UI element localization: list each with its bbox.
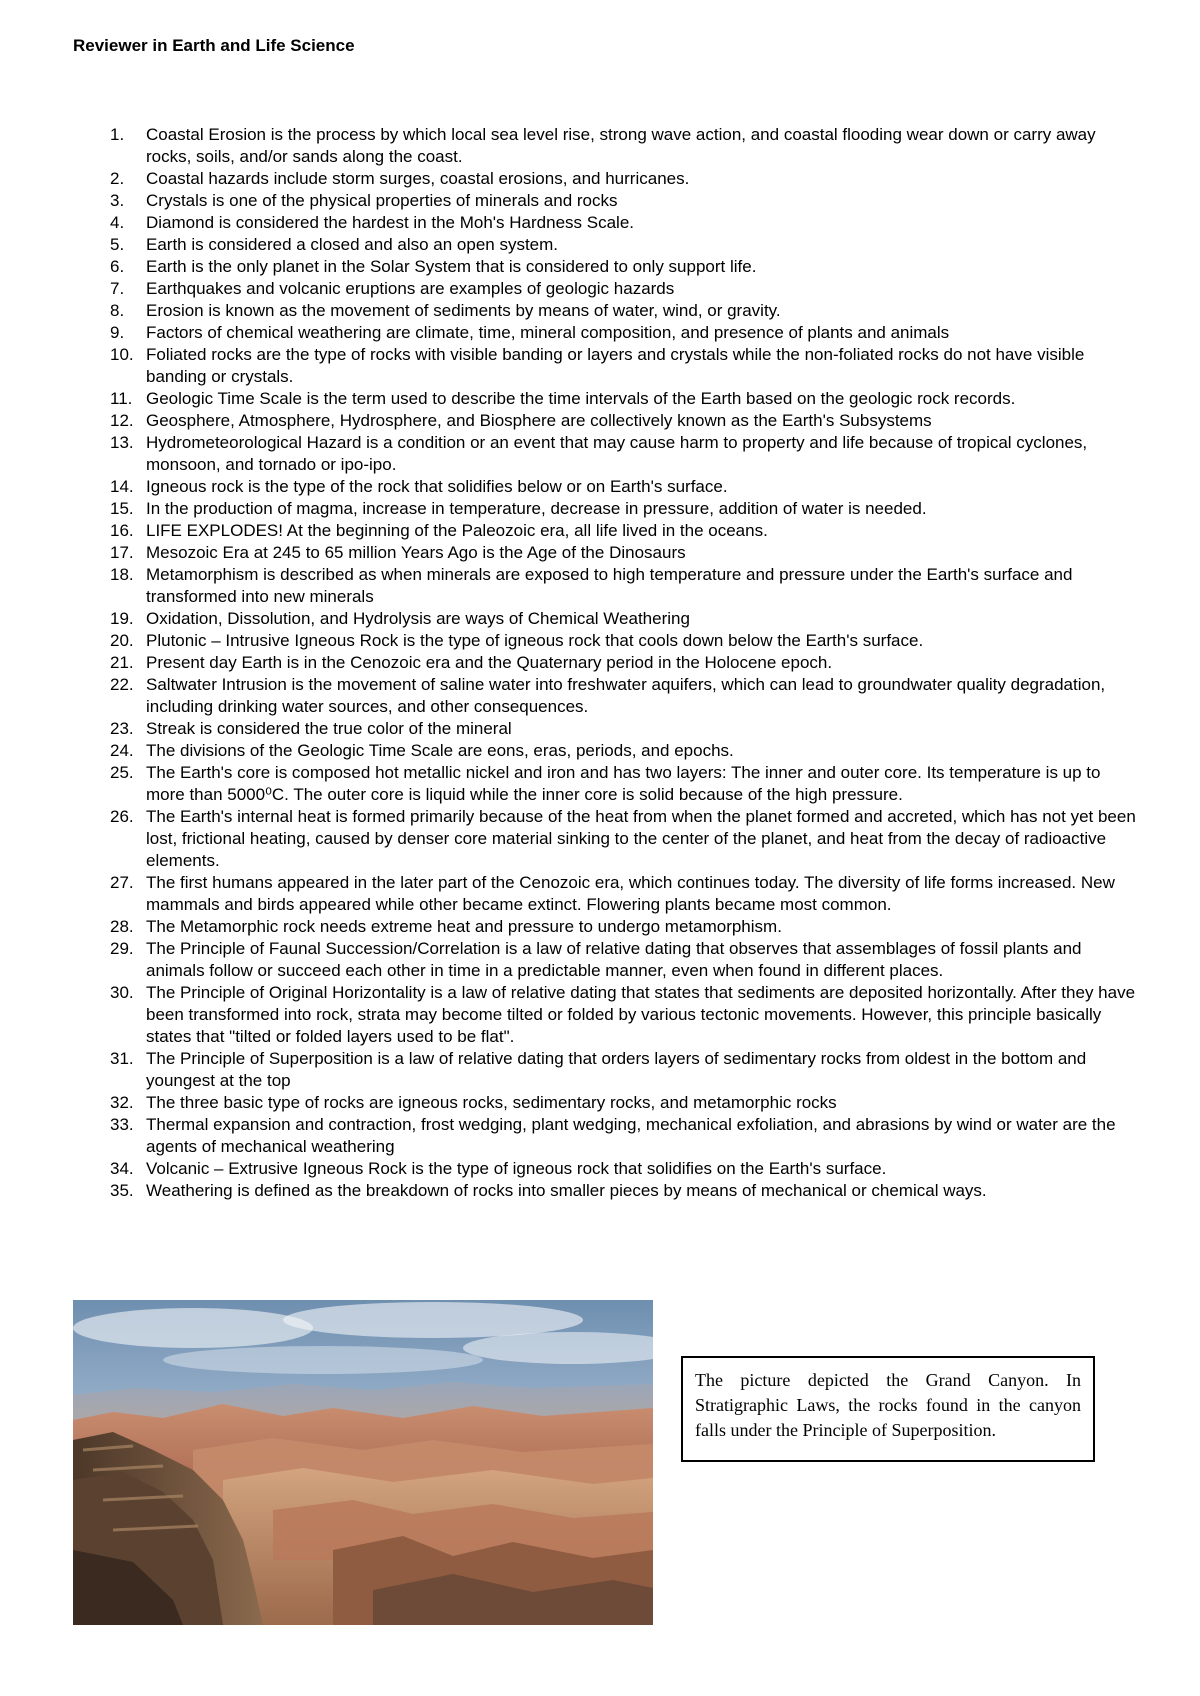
list-item-text: Erosion is known as the movement of sediments by means of water, wind, or gravity. [146, 301, 781, 320]
list-item [110, 212, 1140, 234]
list-item-number: 6. [110, 257, 125, 276]
list-item-text: Earth is the only planet in the Solar System that is considered to only support life. [146, 257, 757, 276]
list-item [110, 278, 1140, 300]
list-item [110, 344, 1140, 388]
list-item-number: 24. [110, 741, 134, 760]
list-item [110, 1048, 1140, 1092]
list-item-text: Geologic Time Scale is the term used to describe the time intervals of the Earth based on the geologic rock records. [146, 389, 1016, 408]
list-item [110, 630, 1140, 652]
list-item-text: Plutonic – Intrusive Igneous Rock is the type of igneous rock that cools down below the Earth's surface. [146, 631, 924, 650]
list-item-text: Weathering is defined as the breakdown of rocks into smaller pieces by means of mechanical or chemical ways. [146, 1181, 987, 1200]
list-item-text: In the production of magma, increase in temperature, decrease in pressure, addition of water is needed. [146, 499, 927, 518]
list-item-number: 35. [110, 1181, 134, 1200]
list-item-text: Igneous rock is the type of the rock that solidifies below or on Earth's surface. [146, 477, 728, 496]
list-item [110, 1180, 1140, 1202]
caption-text: The picture depicted the Grand Canyon. In Stratigraphic Laws, the rocks found in the canyon falls under the Principle of Superposition. [695, 1370, 1081, 1440]
list-item [110, 1092, 1140, 1114]
list-item-text: The Metamorphic rock needs extreme heat and pressure to undergo metamorphism. [146, 917, 782, 936]
list-item [110, 542, 1140, 564]
list-item [110, 476, 1140, 498]
list-item-number: 19. [110, 609, 134, 628]
list-item [110, 256, 1140, 278]
list-item-text: Saltwater Intrusion is the movement of saline water into freshwater aquifers, which can lead to groundwater quality degradation, including drinking water sources, and other consequences. [146, 675, 1106, 716]
list-item-number: 10. [110, 345, 134, 364]
list-item-number: 4. [110, 213, 125, 232]
list-item-number: 3. [110, 191, 125, 210]
list-item-number: 7. [110, 279, 125, 298]
list-item-number: 18. [110, 565, 134, 584]
list-item-text: Crystals is one of the physical properties of minerals and rocks [146, 191, 618, 210]
list-item-text: The Earth's internal heat is formed primarily because of the heat from when the planet formed and accreted, which has not yet been lost, frictional heating, caused by denser core material sinking to the center of the planet, and heat from the decay of radioactive elements. [146, 807, 1136, 870]
list-item-text: The first humans appeared in the later part of the Cenozoic era, which continues today. The diversity of life forms increased. New mammals and birds appeared while other became extinct. Flowering plants became most common. [146, 873, 1115, 914]
list-item [110, 1114, 1140, 1158]
list-item [110, 410, 1140, 432]
list-item-text: Mesozoic Era at 245 to 65 million Years Ago is the Age of the Dinosaurs [146, 543, 686, 562]
list-item-number: 26. [110, 807, 134, 826]
list-item [110, 718, 1140, 740]
list-item-text: Streak is considered the true color of the mineral [146, 719, 512, 738]
list-item-text: Earthquakes and volcanic eruptions are examples of geologic hazards [146, 279, 675, 298]
list-item-number: 16. [110, 521, 134, 540]
list-item-text: LIFE EXPLODES! At the beginning of the Paleozoic era, all life lived in the oceans. [146, 521, 768, 540]
list-item-text: Present day Earth is in the Cenozoic era and the Quaternary period in the Holocene epoch. [146, 653, 833, 672]
list-item-number: 11. [110, 389, 133, 408]
list-item [110, 674, 1140, 718]
list-item [110, 520, 1140, 542]
list-item-text: The three basic type of rocks are igneous rocks, sedimentary rocks, and metamorphic rocks [146, 1093, 837, 1112]
list-item [110, 916, 1140, 938]
list-item-number: 21. [110, 653, 134, 672]
list-item-text: Geosphere, Atmosphere, Hydrosphere, and Biosphere are collectively known as the Earth's Subsystems [146, 411, 932, 430]
list-item-text: The Earth's core is composed hot metallic nickel and iron and has two layers: The inner and outer core. Its temperature is up to more than 5000⁰C. The outer core is liquid while the inner core is solid because of the high pressure. [146, 763, 1101, 804]
list-item-number: 33. [110, 1115, 134, 1134]
list-item-number: 22. [110, 675, 134, 694]
list-item [110, 608, 1140, 630]
list-item-text: The Principle of Superposition is a law of relative dating that orders layers of sedimentary rocks from oldest in the bottom and youngest at the top [146, 1049, 1087, 1090]
list-item-number: 15. [110, 499, 134, 518]
reviewer-list [110, 124, 1140, 1202]
grand-canyon-photo [73, 1300, 653, 1625]
list-item [110, 762, 1140, 806]
list-item-text: The Principle of Original Horizontality is a law of relative dating that states that sediments are deposited horizontally. After they have been transformed into rock, strata may become tilted or folded by various tectonic movements. However, this principle basically states that "tilted or folded layers used to be flat". [146, 983, 1136, 1046]
list-item [110, 982, 1140, 1048]
list-item-number: 25. [110, 763, 134, 782]
list-item-text: Coastal hazards include storm surges, coastal erosions, and hurricanes. [146, 169, 690, 188]
list-item [110, 124, 1140, 168]
list-item-number: 12. [110, 411, 134, 430]
list-item [110, 322, 1140, 344]
list-item [110, 1158, 1140, 1180]
list-item [110, 168, 1140, 190]
list-item-text: The divisions of the Geologic Time Scale are eons, eras, periods, and epochs. [146, 741, 734, 760]
list-item [110, 872, 1140, 916]
list-item [110, 938, 1140, 982]
list-item-number: 23. [110, 719, 134, 738]
list-item-number: 31. [110, 1049, 134, 1068]
list-item [110, 234, 1140, 256]
list-item [110, 498, 1140, 520]
list-item-number: 30. [110, 983, 134, 1002]
list-item-text: Foliated rocks are the type of rocks with visible banding or layers and crystals while the non-foliated rocks do not have visible banding or crystals. [146, 345, 1085, 386]
list-item-text: Volcanic – Extrusive Igneous Rock is the type of igneous rock that solidifies on the Earth's surface. [146, 1159, 887, 1178]
list-item [110, 564, 1140, 608]
caption-box [681, 1356, 1095, 1462]
list-item-number: 28. [110, 917, 134, 936]
list-item [110, 190, 1140, 212]
list-item-text: Factors of chemical weathering are climate, time, mineral composition, and presence of plants and animals [146, 323, 950, 342]
list-item [110, 740, 1140, 762]
list-item-number: 9. [110, 323, 125, 342]
list-item-text: Oxidation, Dissolution, and Hydrolysis are ways of Chemical Weathering [146, 609, 690, 628]
list-item-number: 27. [110, 873, 134, 892]
list-item [110, 388, 1140, 410]
list-item-text: Metamorphism is described as when minerals are exposed to high temperature and pressure under the Earth's surface and transformed into new minerals [146, 565, 1073, 606]
list-item-number: 8. [110, 301, 125, 320]
list-item [110, 652, 1140, 674]
list-item-text: Coastal Erosion is the process by which local sea level rise, strong wave action, and coastal flooding wear down or carry away rocks, soils, and/or sands along the coast. [146, 125, 1096, 166]
list-item-text: Thermal expansion and contraction, frost wedging, plant wedging, mechanical exfoliation, and abrasions by wind or water are the agents of mechanical weathering [146, 1115, 1116, 1156]
list-item [110, 300, 1140, 322]
list-item-number: 32. [110, 1093, 134, 1112]
list-item-number: 17. [110, 543, 134, 562]
list-item-number: 2. [110, 169, 125, 188]
list-item [110, 806, 1140, 872]
list-item-number: 14. [110, 477, 134, 496]
list-item [110, 432, 1140, 476]
list-item-text: Diamond is considered the hardest in the Moh's Hardness Scale. [146, 213, 635, 232]
list-item-number: 29. [110, 939, 134, 958]
list-item-number: 34. [110, 1159, 134, 1178]
list-item-text: Hydrometeorological Hazard is a condition or an event that may cause harm to property and life because of tropical cyclones, monsoon, and tornado or ipo-ipo. [146, 433, 1088, 474]
list-item-number: 20. [110, 631, 134, 650]
list-item-text: The Principle of Faunal Succession/Correlation is a law of relative dating that observes that assemblages of fossil plants and animals follow or succeed each other in time in a predictable manner, even when found in different places. [146, 939, 1082, 980]
list-item-text: Earth is considered a closed and also an open system. [146, 235, 559, 254]
list-item-number: 1. [110, 125, 125, 144]
document-title: Reviewer in Earth and Life Science [73, 36, 355, 55]
list-item-number: 13. [110, 433, 134, 452]
list-item-number: 5. [110, 235, 125, 254]
